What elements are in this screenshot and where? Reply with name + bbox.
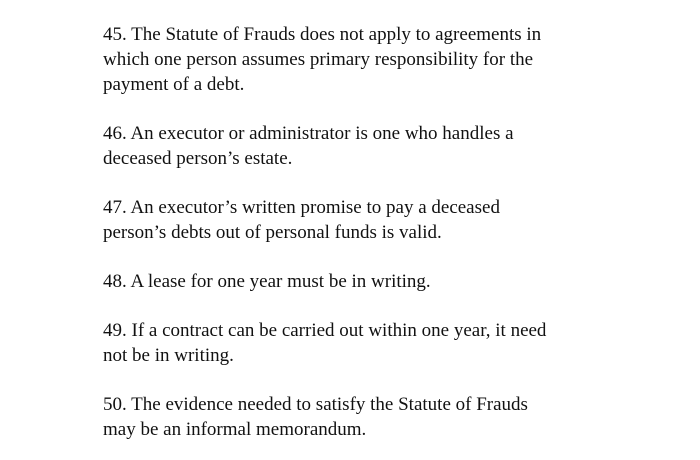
statement-text: The evidence needed to satisfy the Statute of Frauds may be an informal memorandum.: [103, 394, 528, 440]
statement-number: 45.: [103, 24, 127, 45]
statement-45: [103, 22, 613, 97]
document-body: [103, 22, 613, 442]
statement-48: [103, 269, 613, 294]
statement-50: [103, 392, 613, 442]
statement-text: A lease for one year must be in writing.: [130, 271, 431, 292]
statement-text: The Statute of Frauds does not apply to agreements in which one person assumes primary responsibility for the payment of a debt.: [103, 24, 542, 95]
statement-number: 46.: [103, 123, 127, 144]
statement-text: An executor’s written promise to pay a deceased person’s debts out of personal funds is valid.: [103, 197, 500, 243]
statement-46: [103, 121, 613, 171]
statement-number: 49.: [103, 320, 127, 341]
statement-49: [103, 318, 613, 368]
statement-text: An executor or administrator is one who handles a deceased person’s estate.: [103, 123, 514, 169]
statement-number: 47.: [103, 197, 127, 218]
statement-text: If a contract can be carried out within one year, it need not be in writing.: [103, 320, 547, 366]
statement-number: 48.: [103, 271, 127, 292]
statement-47: [103, 195, 613, 245]
statement-number: 50.: [103, 394, 127, 415]
